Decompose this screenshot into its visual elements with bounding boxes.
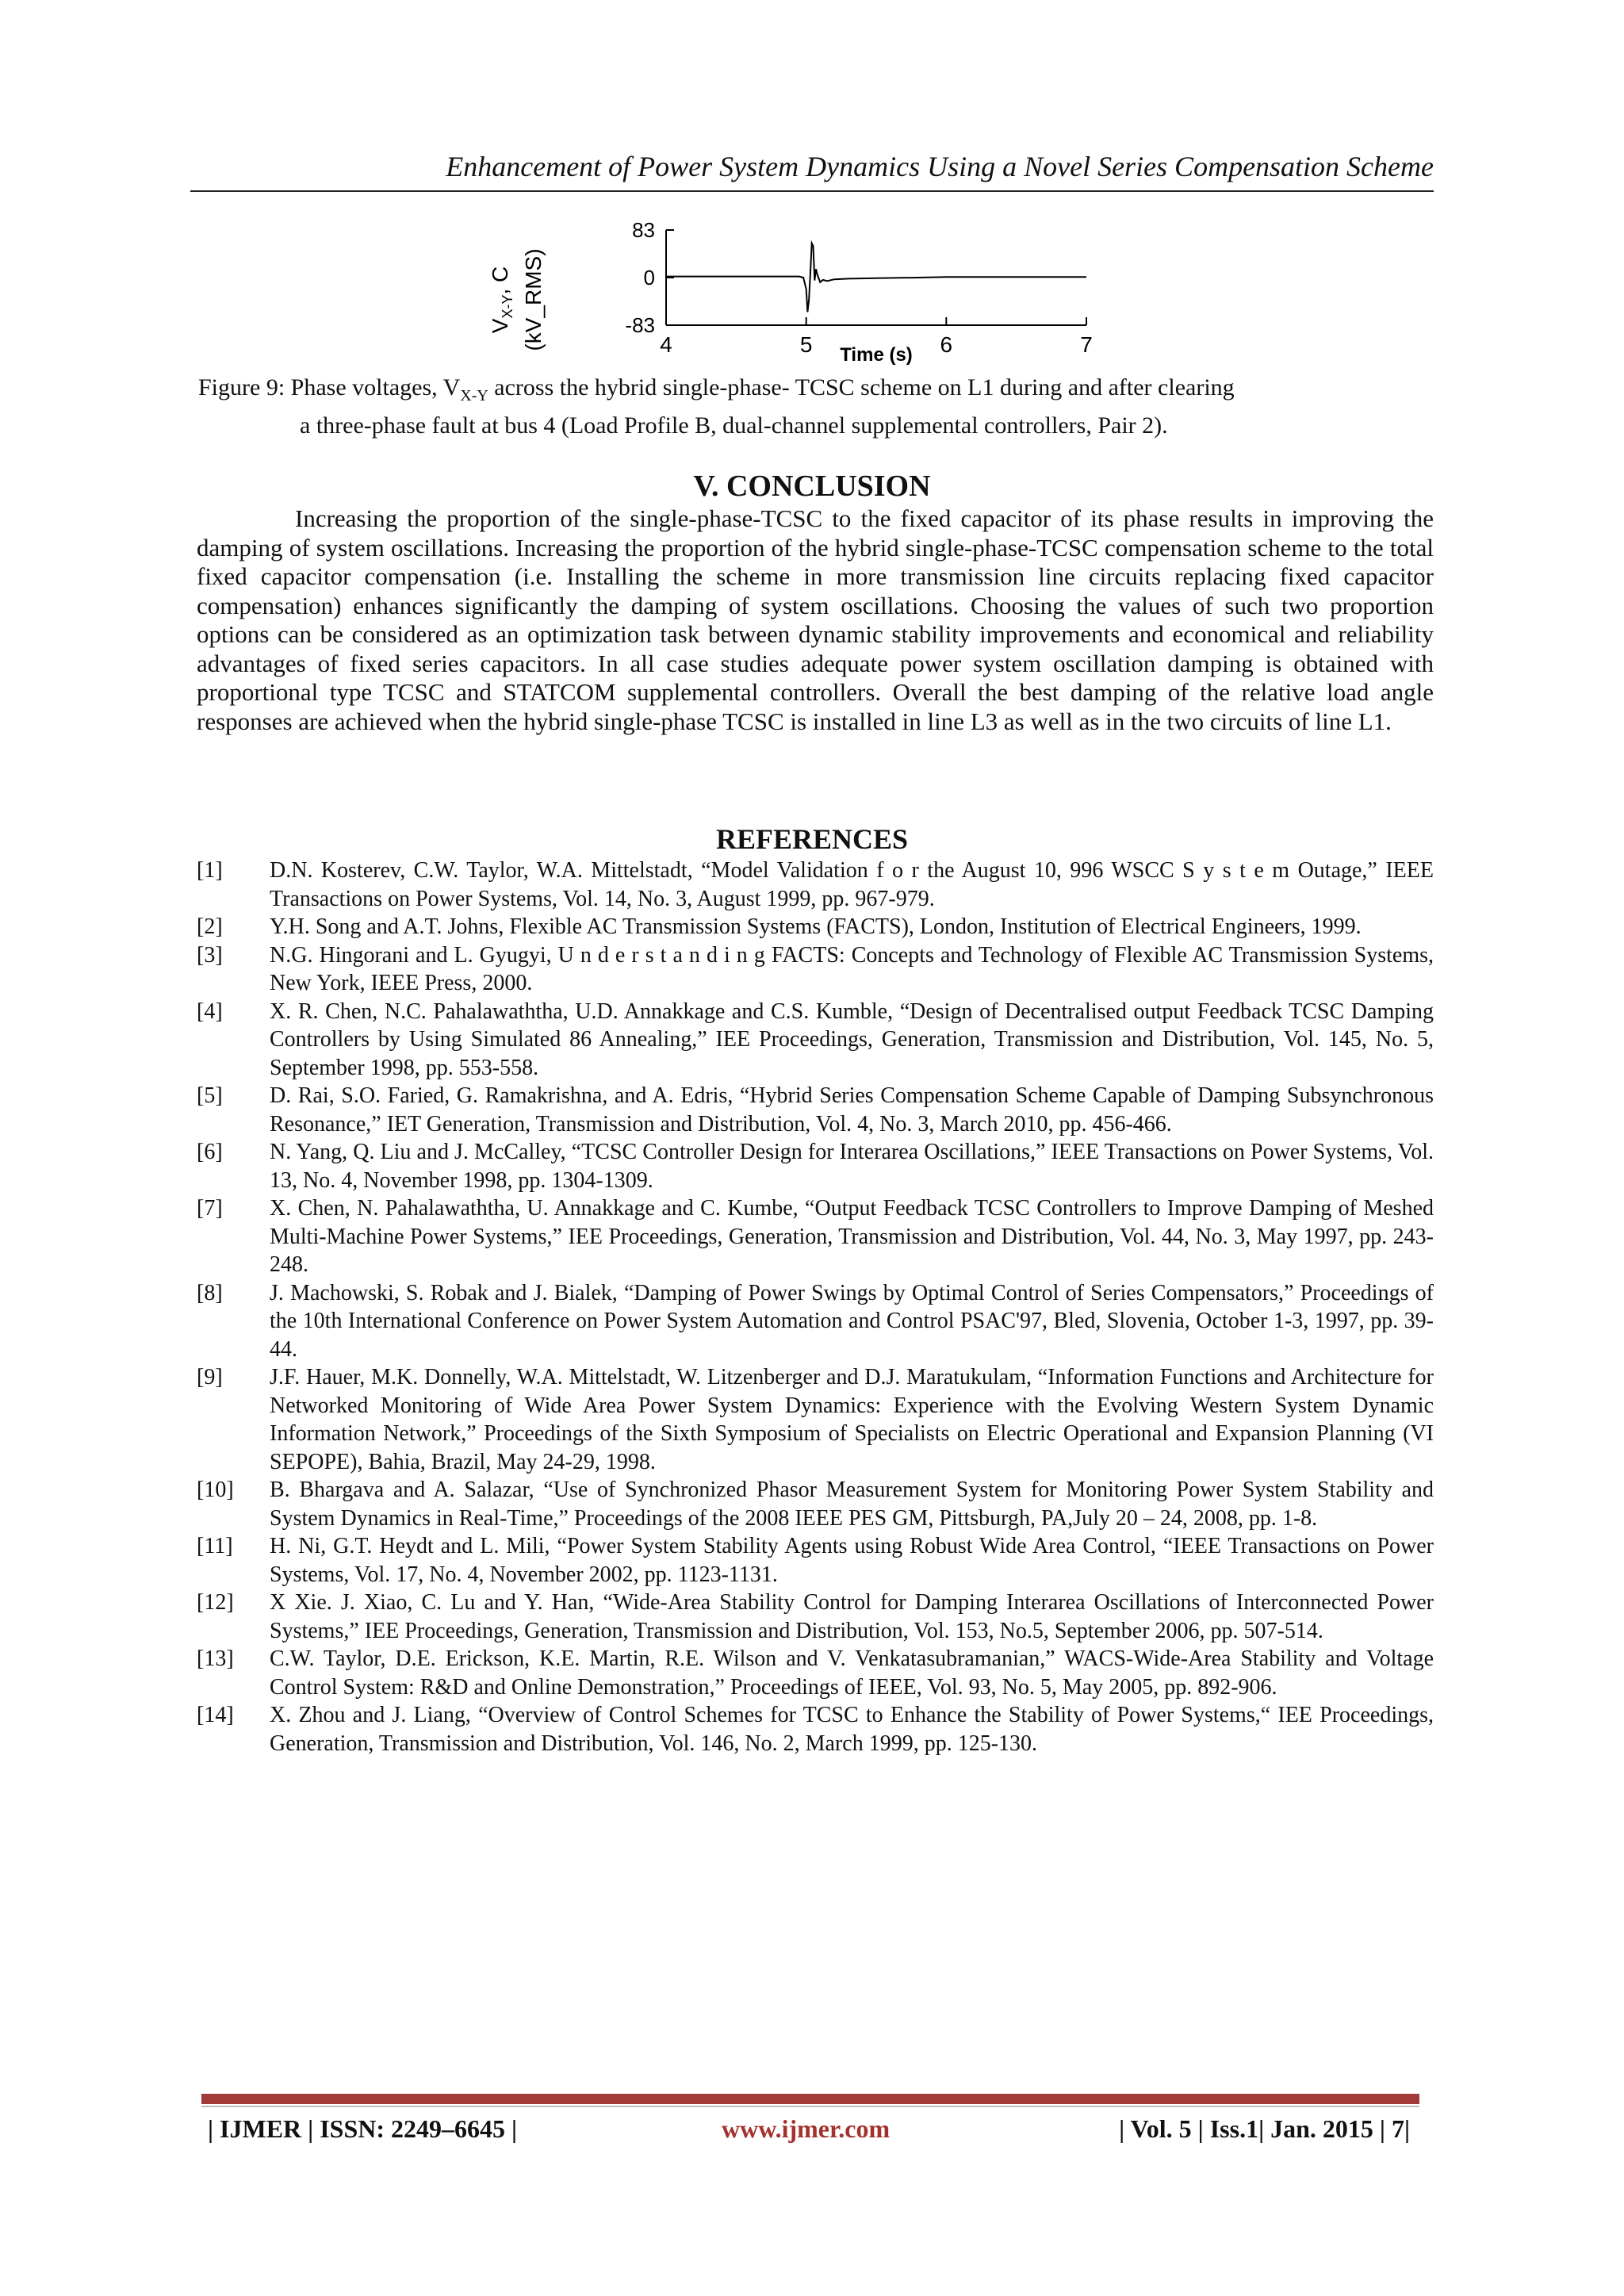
footer-website-link[interactable]: www.ijmer.com [722, 2114, 891, 2143]
reference-text: J. Machowski, S. Robak and J. Bialek, “Damping of Power Swings by Optimal Control of Series Compensators,” Proceedings of the 10th International Conference on Power System Automation and Control PSAC'97, Bled, Slovenia, October 1-3, 1997, pp. 39-44. [270, 1280, 1434, 1362]
reference-item [197, 857, 1434, 913]
x-tick-label: 6 [940, 332, 953, 357]
footer-bar [201, 2094, 1419, 2104]
reference-number: [11] [197, 1534, 233, 1558]
reference-number: [5] [197, 1083, 223, 1108]
y-axis-label-unit: (kV_RMS) [521, 248, 546, 351]
reference-item [197, 1589, 1434, 1645]
voltage-chart [484, 214, 1110, 373]
reference-item [197, 998, 1434, 1083]
figure-caption [198, 373, 1435, 441]
reference-number: [1] [197, 858, 223, 883]
reference-number: [7] [197, 1196, 223, 1221]
y-tick-label: 0 [643, 266, 655, 289]
reference-text: X. R. Chen, N.C. Pahalawaththa, U.D. Annakkage and C.S. Kumble, “Design of Decentralised output Feedback TCSC Damping Controllers by Using Simulated 86 Annealing,” IEE Proceedings, Generation, Transmission and Distribution, Vol. 145, No. 5, September 1998, pp. 553-558. [270, 999, 1434, 1080]
reference-item [197, 1194, 1434, 1279]
x-axis-label: Time (s) [840, 344, 913, 366]
reference-text: X. Chen, N. Pahalawaththa, U. Annakkage and C. Kumbe, “Output Feedback TCSC Controllers to Improve Damping of Meshed Multi-Machine Power Systems,” IEE Proceedings, Generation, Transmission and Distribution, Vol. 44, No. 3, May 1997, pp. 243-248. [270, 1196, 1434, 1277]
conclusion-text: Increasing the proportion of the single-phase-TCSC to the fixed capacitor of its phase results in improving the damping of system oscillations. Increasing the proportion of the hybrid single-phase-TCSC compensation scheme to the total fixed capacitor compensation (i.e. Installing the scheme in more transmission line circuits replacing fixed capacitor compensation) enhances significantly the damping of system oscillations. Choosing the values of such two proportion options can be considered as an optimization task between dynamic stability improvements and economical and reliability advantages of fixed series capacitors. In all case studies adequate power system oscillation damping is obtained with proportional type TCSC and STATCOM supplemental controllers. Overall the best damping of the relative load angle responses are achieved when the hybrid single-phase TCSC is installed in line L3 as well as in the two circuits of line L1. [197, 504, 1434, 735]
reference-text: B. Bhargava and A. Salazar, “Use of Synchronized Phasor Measurement System for Monitoring Power System Stability and System Dynamics in Real-Time,” Proceedings of the 2008 IEEE PES GM, Pittsburgh, PA,July 20 – 24, 2008, pp. 1-8. [270, 1478, 1434, 1531]
y-label-sub: X-Y [500, 294, 515, 319]
reference-text: N. Yang, Q. Liu and J. McCalley, “TCSC Controller Design for Interarea Oscillations,” IEEE Transactions on Power Systems, Vol. 13, No. 4, November 1998, pp. 1304-1309. [270, 1140, 1434, 1193]
reference-number: [8] [197, 1280, 223, 1305]
plot-area [625, 218, 1092, 366]
running-header: Enhancement of Power System Dynamics Using a Novel Series Compensation Scheme [446, 151, 1434, 182]
reference-item [197, 1082, 1434, 1138]
reference-item [197, 1532, 1434, 1589]
reference-number: [10] [197, 1478, 234, 1502]
references-list [197, 857, 1434, 1757]
footer-journal: | IJMER | ISSN: 2249–6645 | [208, 2114, 518, 2143]
y-label-suffix: , C [488, 266, 512, 295]
y-label-v: V [488, 318, 512, 334]
x-tick-label: 7 [1080, 332, 1093, 357]
reference-number: [3] [197, 942, 223, 968]
reference-text: D. Rai, S.O. Faried, G. Ramakrishna, and A. Edris, “Hybrid Series Compensation Scheme Capable of Damping Subsynchronous Resonance,” IET Generation, Transmission and Distribution, Vol. 4, No. 3, March 2010, pp. 456-466. [270, 1083, 1434, 1137]
reference-item [197, 1138, 1434, 1194]
reference-item [197, 1279, 1434, 1364]
reference-text: X Xie. J. Xiao, C. Lu and Y. Han, “Wide-Area Stability Control for Damping Interarea Oscillations of Interconnected Power Systems,” IEE Proceedings, Generation, Transmission and Distribution, Vol. 153, No.5, September 2006, pp. 507-514. [270, 1590, 1434, 1643]
reference-text: Y.H. Song and A.T. Johns, Flexible AC Transmission Systems (FACTS), London, Institution of Electrical Engineers, 1999. [270, 914, 1362, 939]
reference-number: [4] [197, 999, 223, 1024]
reference-text: N.G. Hingorani and L. Gyugyi, U n d e r s t a n d i n g FACTS: Concepts and Technology of Flexible AC Transmission Systems, New York, IEEE Press, 2000. [270, 942, 1434, 995]
reference-item [197, 1701, 1434, 1757]
reference-number: [12] [197, 1590, 234, 1615]
reference-text: H. Ni, G.T. Heydt and L. Mili, “Power System Stability Agents using Robust Wide Area Control, “IEEE Transactions on Power Systems, Vol. 17, No. 4, November 2002, pp. 1123-1131. [270, 1534, 1434, 1587]
caption-rest: across the hybrid single-phase- TCSC scheme on L1 during and after clearing [488, 374, 1235, 401]
x-tick-label: 5 [799, 332, 813, 357]
y-axis-label [488, 248, 546, 351]
reference-text: D.N. Kosterev, C.W. Taylor, W.A. Mittelstadt, “Model Validation f o r the August 10, 996 WSCC S y s t e m Outage,” IEEE Transactions on Power Systems, Vol. 14, No. 3, August 1999, pp. 967-979. [270, 858, 1434, 911]
reference-item [197, 941, 1434, 998]
footer-rule [201, 2106, 1419, 2107]
reference-item [197, 1645, 1434, 1701]
conclusion-heading: V. CONCLUSION [693, 470, 931, 503]
references-heading: REFERENCES [715, 823, 909, 855]
reference-text: J.F. Hauer, M.K. Donnelly, W.A. Mittelstadt, W. Litzenberger and D.J. Maratukulam, “Information Functions and Architecture for Networked Monitoring of Wide Area Power System Dynamics: Experience with the Evolving Western System Dynamic Information Network,” Proceedings of the Sixth Symposium of Specialists on Electric Operational and Expansion Planning (VI SEPOPE), Bahia, Brazil, May 24-29, 1998. [270, 1365, 1434, 1474]
caption-prefix: Figure 9: Phase voltages, V [198, 374, 461, 401]
reference-number: [6] [197, 1140, 223, 1164]
reference-number: [13] [197, 1646, 234, 1671]
x-tick-label: 4 [660, 332, 672, 357]
footer-volume: | Vol. 5 | Iss.1| Jan. 2015 | 7| [1119, 2114, 1410, 2143]
series-line-0 [666, 243, 1086, 312]
caption-line-1 [198, 373, 1435, 411]
reference-text: C.W. Taylor, D.E. Erickson, K.E. Martin, R.E. Wilson and V. Venkatasubramanian,” WACS-Wide-Area Stability and Voltage Control System: R&D and Online Demonstration,” Proceedings of IEEE, Vol. 93, No. 5, May 2005, pp. 892-906. [270, 1646, 1434, 1700]
reference-number: [9] [197, 1365, 223, 1389]
reference-item [197, 1476, 1434, 1532]
caption-line-2: a three-phase fault at bus 4 (Load Profile B, dual-channel supplemental controllers, Pair 2). [300, 412, 1168, 439]
caption-subscript: X-Y [460, 387, 488, 404]
y-tick-label: -83 [625, 313, 655, 337]
figure-9 [484, 214, 1110, 373]
header-rule [190, 190, 1434, 192]
y-axis-label-main [488, 266, 515, 333]
reference-number: [2] [197, 914, 223, 939]
reference-item [197, 1363, 1434, 1476]
reference-number: [14] [197, 1703, 234, 1727]
reference-item [197, 913, 1434, 941]
reference-text: X. Zhou and J. Liang, “Overview of Control Schemes for TCSC to Enhance the Stability of Power Systems,“ IEE Proceedings, Generation, Transmission and Distribution, Vol. 146, No. 2, March 1999, pp. 125-130. [270, 1703, 1434, 1756]
y-tick-label: 83 [632, 218, 655, 242]
